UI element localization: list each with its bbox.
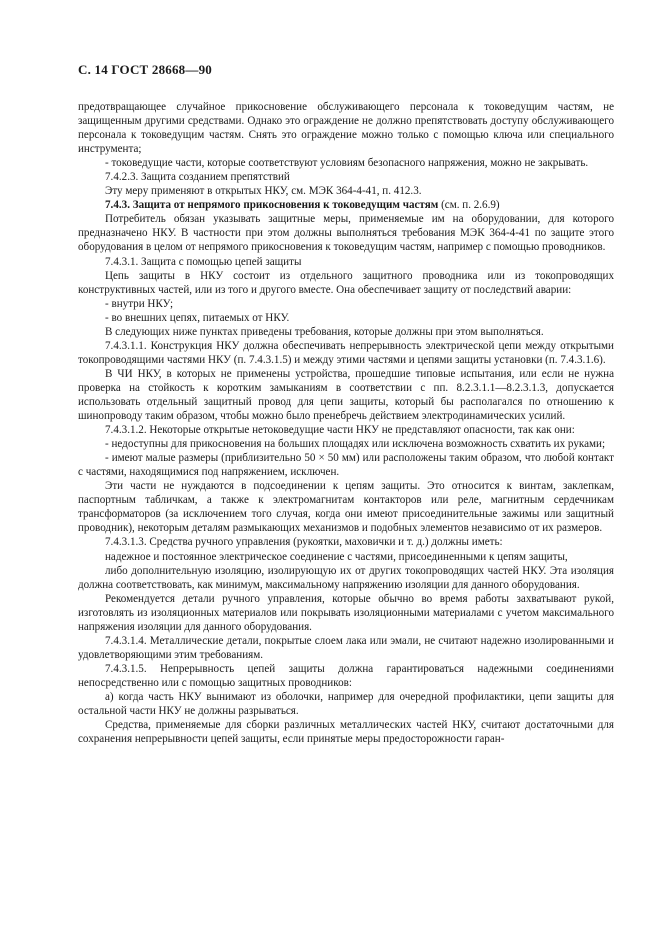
- list-item: а) когда часть НКУ вынимают из оболочки, например для очередной профилактики, цепи защиты для остальной части НКУ не должны разрываться.: [78, 690, 614, 718]
- paragraph: Рекомендуется детали ручного управления, которые обычно во время работы захватывают рукой, изготовлять из изоляционных материалов или покрывать изоляционными материалами с учетом максимального напряжения изоляции для данного оборудования.: [78, 592, 614, 633]
- paragraph: Потребитель обязан указывать защитные меры, применяемые им на оборудовании, для которого предназначено НКУ. В частности при этом должны выполняться требования МЭК 364-4-41 по защите этого оборудования в целом от непрямого прикосновения к токоведущим частям, например с помощью проводников.: [78, 213, 614, 254]
- paragraph: В следующих ниже пунктах приведены требования, которые должны при этом выполняться.: [105, 325, 544, 338]
- page-header: С. 14 ГОСТ 28668—90: [78, 62, 212, 77]
- section-heading: 7.4.3.1. Защита с помощью цепей защиты: [105, 255, 302, 268]
- section-heading: 7.4.2.3. Защита созданием препятствий: [105, 171, 290, 184]
- paragraph: В ЧИ НКУ, в которых не применены устройства, прошедшие типовые испытания, или если не нужна проверка на стойкость к коротким замыканиям в соответствии с пп. 8.2.3.1.1—8.2.3.1.3, допускается использовать отдельный защитный провод для цепи защиты, который бы располагался по отношению к шинопроводу таким образом, чтобы можно было пренебречь действием электродинамических усилий.: [78, 367, 614, 423]
- paragraph: Эту меру применяют в открытых НКУ, см. МЭК 364-4-41, п. 412.3.: [105, 185, 422, 198]
- paragraph: 7.4.3.1.1. Конструкция НКУ должна обеспечивать непрерывность электрической цепи между открытыми токопроводящими частями НКУ (п. 7.4.3.1.5) и между этими частями и цепями защиты установки (п. 7.4.3.1.6).: [78, 339, 614, 366]
- paragraph: Цепь защиты в НКУ состоит из отдельного защитного проводника или из токопроводящих конструктивных частей, или из того и другого вместе. Она обеспечивает защиту от последствий аварии:: [78, 269, 614, 296]
- section-title: 7.4.3. Защита от непрямого прикосновения к токоведущим частям: [105, 199, 439, 212]
- paragraph: Эти части не нуждаются в подсоединении к цепям защиты. Это относится к винтам, заклепкам, паспортным табличкам, а также к электромагнитам контакторов или реле, магнитным сердечникам трансформаторов (за исключением того случая, когда они имеют присоединительные зажимы или защитный проводник), некоторым деталям размыкающих механизмов и подобных элементов независимо от их размеров.: [78, 480, 614, 535]
- list-item: - внутри НКУ;: [105, 297, 174, 310]
- list-item: - во внешних цепях, питаемых от НКУ.: [105, 311, 290, 324]
- paragraph: 7.4.3.1.2. Некоторые открытые нетоковедущие части НКУ не представляют опасности, так как они:: [105, 424, 575, 437]
- list-item: - имеют малые размеры (приблизительно 50 × 50 мм) или расположены таким образом, что любой контакт с частями, находящимися под напряжением, исключен.: [78, 452, 614, 479]
- list-item: - токоведущие части, которые соответствуют условиям безопасного напряжения, можно не закрывать.: [105, 157, 589, 170]
- paragraph: 7.4.3.1.5. Непрерывность цепей защиты должна гарантироваться надежными соединениями непосредственно или с помощью защитных проводников:: [78, 662, 614, 689]
- paragraph: 7.4.3.1.3. Средства ручного управления (рукоятки, маховички и т. д.) должны иметь:: [105, 536, 503, 549]
- section-heading-bold: [78, 198, 614, 212]
- document-body: [78, 100, 614, 746]
- paragraph: либо дополнительную изоляцию, изолирующую их от других токопроводящих частей НКУ. Эта изоляция должна соответствовать, как минимум, максимальному напряжению изоляции для данного оборудования.: [78, 564, 614, 591]
- section-reference: (см. п. 2.6.9): [438, 199, 500, 212]
- document-page: [78, 62, 614, 746]
- paragraph: предотвращающее случайное прикосновение обслуживающего персонала к токоведущим частям, не защищенным другими средствами. Однако это ограждение не должно препятствовать доступу обслуживающего персонала к токоведущим частям. Снять это ограждение можно только с помощью ключа или специального инструмента;: [78, 101, 614, 156]
- paragraph: 7.4.3.1.4. Металлические детали, покрытые слоем лака или эмали, не считают надежно изолированными и удовлетворяющими этим требованиям.: [78, 634, 614, 661]
- list-item: - недоступны для прикосновения на больших площадях или исключена возможность схватить их руками;: [105, 438, 606, 451]
- paragraph: надежное и постоянное электрическое соединение с частями, присоединенными к цепям защиты,: [105, 550, 568, 563]
- paragraph: Средства, применяемые для сборки различных металлических частей НКУ, считают достаточными для сохранения непрерывности цепей защиты, если принятые меры предосторожности гаран-: [78, 719, 614, 746]
